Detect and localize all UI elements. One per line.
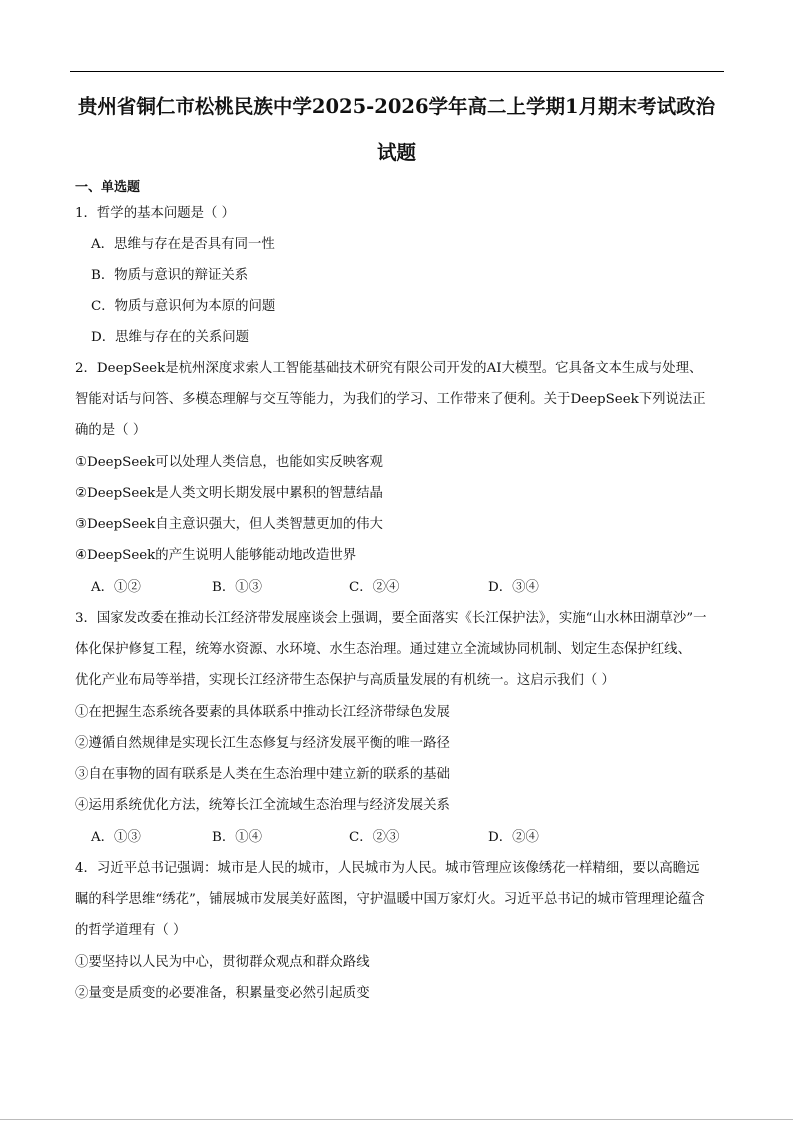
q3-option-b: B．①④ xyxy=(212,830,263,845)
q2-option-a: A．①② xyxy=(91,580,141,595)
q3-stem-line1: 3．国家发改委在推动长江经济带发展座谈会上强调，要全面落实《长江保护法》，实施“山水林田湖草沙”一 xyxy=(75,611,707,626)
q3-option-c: C．②③ xyxy=(349,830,400,845)
q3-stem-line2: 体化保护修复工程，统筹水资源、水环境、水生态治理。通过建立全流域协同机制、划定生态保护红线、 xyxy=(75,642,691,657)
q2-option-d: D．③④ xyxy=(488,580,539,595)
q2-stem-line3: 确的是（ ） xyxy=(75,423,147,438)
q3-stem-line3: 优化产业布局等举措，实现长江经济带生态保护与高质量发展的有机统一。这启示我们（ ） xyxy=(75,673,615,688)
q1-option-d: D．思维与存在的关系问题 xyxy=(91,330,250,345)
q4-statement-1: ①要坚持以人民为中心，贯彻群众观点和群众路线 xyxy=(75,955,370,970)
q2-statement-1: ①DeepSeek可以处理人类信息，也能如实反映客观 xyxy=(75,455,383,470)
q2-statement-4: ④DeepSeek的产生说明人能够能动地改造世界 xyxy=(75,548,357,563)
page-bottom-edge xyxy=(0,1119,793,1120)
q2-option-c: C．②④ xyxy=(349,580,400,595)
q2-stem-line2: 智能对话与问答、多模态理解与交互等能力，为我们的学习、工作带来了便利。关于DeepSeek下列说法正 xyxy=(75,392,706,407)
q2-stem-line1: 2．DeepSeek是杭州深度求索人工智能基础技术研究有限公司开发的AI大模型。它具备文本生成与处理、 xyxy=(75,361,703,376)
section-heading: 一、单选题 xyxy=(75,180,141,195)
q2-statement-3: ③DeepSeek自主意识强大，但人类智慧更加的伟大 xyxy=(75,517,383,532)
document-title-line2: 试题 xyxy=(376,141,416,164)
q1-option-c: C．物质与意识何为本原的问题 xyxy=(91,299,276,314)
header-rule xyxy=(70,71,724,72)
q4-stem-line3: 的哲学道理有（ ） xyxy=(75,923,187,938)
q1-option-a: A．思维与存在是否具有同一性 xyxy=(91,237,275,252)
q2-option-b: B．①③ xyxy=(212,580,263,595)
q3-option-a: A．①③ xyxy=(91,830,141,845)
q1-option-b: B．物质与意识的辩证关系 xyxy=(91,268,249,283)
q3-statement-3: ③自在事物的固有联系是人类在生态治理中建立新的联系的基础 xyxy=(75,767,450,782)
q4-stem-line2: 瞩的科学思维“绣花”，铺展城市发展美好蓝图，守护温暖中国万家灯火。习近平总书记的城市管理理论蕴含 xyxy=(75,892,705,907)
q3-option-d: D．②④ xyxy=(488,830,539,845)
q4-statement-2: ②量变是质变的必要准备，积累量变必然引起质变 xyxy=(75,986,370,1001)
q3-statement-1: ①在把握生态系统各要素的具体联系中推动长江经济带绿色发展 xyxy=(75,705,450,720)
q3-statement-4: ④运用系统优化方法，统筹长江全流域生态治理与经济发展关系 xyxy=(75,798,450,813)
q1-stem: 1．哲学的基本问题是（ ） xyxy=(75,206,236,221)
q4-stem-line1: 4．习近平总书记强调：城市是人民的城市，人民城市为人民。城市管理应该像绣花一样精细，要以高瞻远 xyxy=(75,861,700,876)
document-title-line1: 贵州省铜仁市松桃民族中学2025-2026学年高二上学期1月期末考试政治 xyxy=(77,95,716,118)
q3-statement-2: ②遵循自然规律是实现长江生态修复与经济发展平衡的唯一路径 xyxy=(75,736,450,751)
q2-statement-2: ②DeepSeek是人类文明长期发展中累积的智慧结晶 xyxy=(75,486,383,501)
